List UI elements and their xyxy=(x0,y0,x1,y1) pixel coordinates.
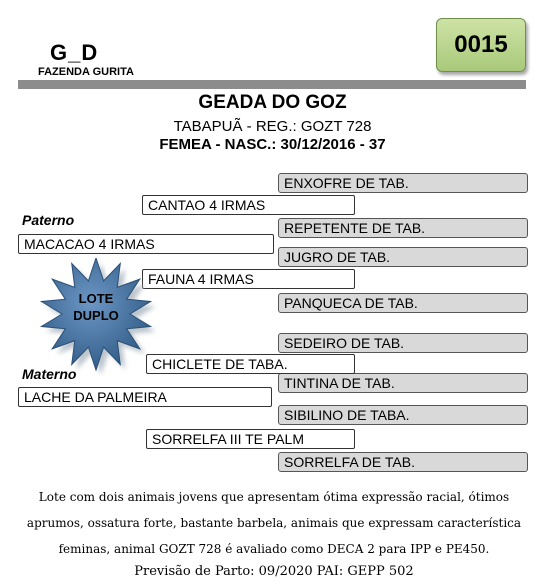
duplo-label: DUPLO xyxy=(73,308,119,323)
animal-sex-birth: FEMEA - NASC.: 30/12/2016 - 37 xyxy=(159,136,386,153)
lot-number-badge: 0015 xyxy=(436,18,526,72)
birth-forecast-line: Previsão de Parto: 09/2020 PAI: GEPP 502 xyxy=(134,564,414,579)
description-line: aprumos, ossatura forte, bastante barbela, animais que expressam característica xyxy=(26,516,522,530)
lote-label: LOTE xyxy=(78,291,114,306)
maternal-grandsire-box: CHICLETE DE TABA. xyxy=(146,354,355,374)
ggp-box: JUGRO DE TAB. xyxy=(278,247,528,267)
paterno-label: Paterno xyxy=(22,212,75,228)
ggp-box: PANQUECA DE TAB. xyxy=(278,293,528,313)
lote-duplo-text xyxy=(46,290,146,324)
description-line: feminas, animal GOZT 728 é avaliado como DECA 2 para IPP e PE450. xyxy=(58,542,490,556)
ggp-box: REPETENTE DE TAB. xyxy=(278,218,528,238)
farm-logo: G_D xyxy=(50,40,99,65)
description-line: Lote com dois animais jovens que apresentam ótima expressão racial, ótimos xyxy=(38,490,510,504)
ggp-box: SORRELFA DE TAB. xyxy=(278,452,528,472)
maternal-granddam-box: SORRELFA III TE PALM xyxy=(146,429,355,449)
ggp-box: SIBILINO DE TABA. xyxy=(278,405,528,425)
ggp-box: ENXOFRE DE TAB. xyxy=(278,173,528,193)
materno-label: Materno xyxy=(22,366,77,382)
animal-name: GEADA DO GOZ xyxy=(198,92,347,113)
farm-name: FAZENDA GURITA xyxy=(38,66,134,78)
header-divider xyxy=(18,80,526,89)
sire-box: MACACAO 4 IRMAS xyxy=(18,234,274,254)
animal-breed-registration: TABAPUÃ - REG.: GOZT 728 xyxy=(173,118,372,135)
ggp-box: TINTINA DE TAB. xyxy=(278,373,528,393)
paternal-granddam-box: FAUNA 4 IRMAS xyxy=(142,269,355,289)
dam-box: LACHE DA PALMEIRA xyxy=(18,387,272,407)
ggp-box: SEDEIRO DE TAB. xyxy=(278,333,528,353)
paternal-grandsire-box: CANTAO 4 IRMAS xyxy=(142,195,355,215)
lot-description xyxy=(18,484,530,582)
